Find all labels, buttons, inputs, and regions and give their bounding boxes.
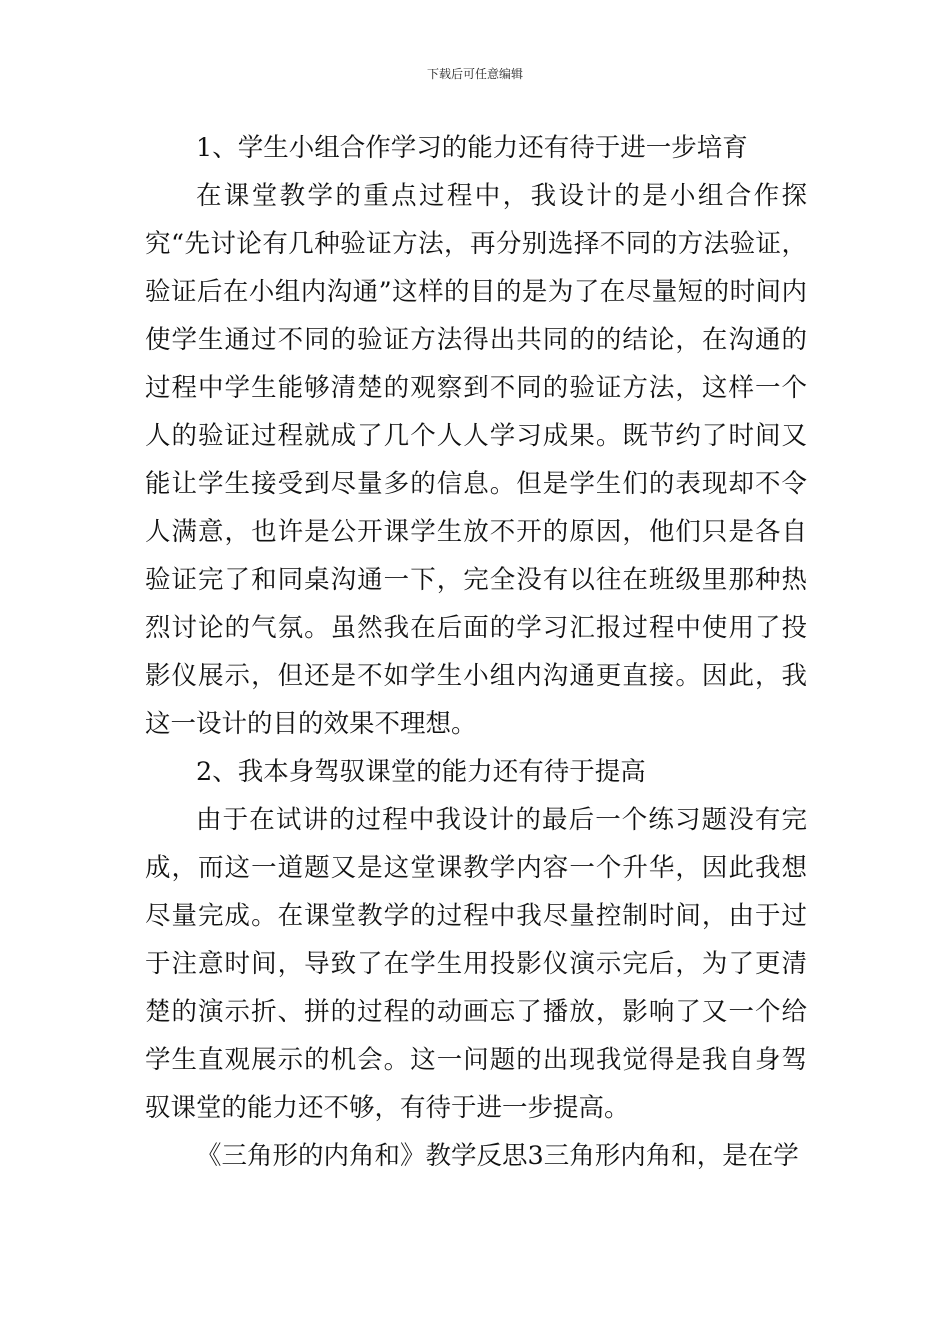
body-paragraph-1: 在课堂教学的重点过程中，我设计的是小组合作探究“先讨论有几种验证方法，再分别选择不同的方法验证，验证后在小组内沟通”这样的目的是为了在尽量短的时间内使学生通过不同的验证方法得出共同的的结论，在沟通的过程中学生能够清楚的观察到不同的验证方法，这样一个人的验证过程就成了几个人人学习成果。既节约了时间又能让学生接受到尽量多的信息。但是学生们的表现却不令人满意，也许是公开课学生放不开的原因，他们只是各自验证完了和同桌沟通一下，完全没有以往在班级里那种热烈讨论的气氛。虽然我在后面的学习汇报过程中使用了投影仪展示，但还是不如学生小组内沟通更直接。因此，我这一设计的目的效果不理想。 xyxy=(145,181,807,739)
page-header: 下载后可任意编辑 xyxy=(426,67,523,81)
section-heading-2: 2、我本身驾驭课堂的能力还有待于提高 xyxy=(196,757,646,787)
body-paragraph-3: 《三角形的内角和》教学反思3三角形内角和，是在学 xyxy=(196,1141,799,1171)
body-paragraph-2: 由于在试讲的过程中我设计的最后一个练习题没有完成，而这一道题又是这堂课教学内容一个升华，因此我想尽量完成。在课堂教学的过程中我尽量控制时间，由于过于注意时间，导致了在学生用投影仪演示完后，为了更清楚的演示折、拼的过程的动画忘了播放，影响了又一个给学生直观展示的机会。这一问题的出现我觉得是我自身驾驭课堂的能力还不够，有待于进一步提高。 xyxy=(145,805,807,1123)
section-heading-1: 1、学生小组合作学习的能力还有待于进一步培育 xyxy=(196,133,748,163)
document-body xyxy=(145,124,807,1180)
